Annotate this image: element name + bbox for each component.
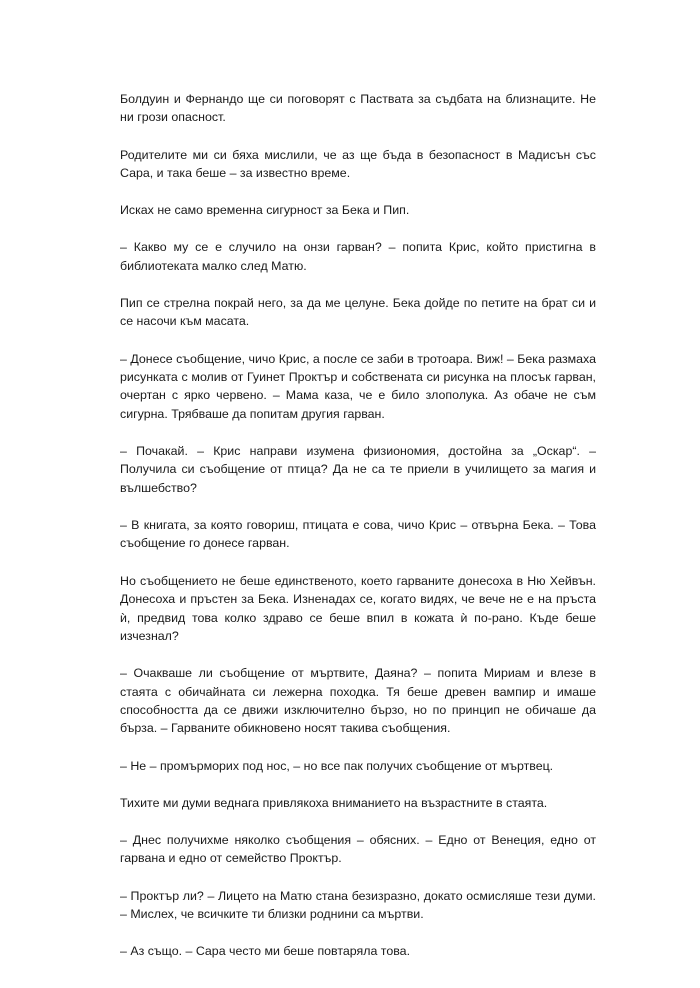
text-body xyxy=(120,90,596,979)
paragraph-14: – Проктър ли? – Лицето на Матю стана безизразно, докато осмисляше тези думи. – Мислех, че всичките ти близки роднини са мъртви. xyxy=(120,888,596,921)
paragraph-11: – Не – промърморих под нос, – но все пак получих съобщение от мъртвец. xyxy=(120,758,554,773)
paragraph-15: – Аз също. – Сара често ми беше повтаряла това. xyxy=(120,944,411,959)
paragraph-1: Болдуин и Фернандо ще си поговорят с Паствата за съдбата на близнаците. Не ни грози опасност. xyxy=(120,92,596,125)
paragraph-6: – Донесе съобщение, чичо Крис, а после се заби в тротоара. Виж! – Бека размаха рисунката с молив от Гуинет Проктър и собствената си рисунка на плосък гарван, очертан с ярко червено. – Мама каза, че е било злополука. Аз обаче не съм сигурна. Трябваше да попитам другия гарван. xyxy=(120,351,596,421)
paragraph-9: Но съобщението не беше единственото, което гарваните донесоха в Ню Хейвън. Донесоха и пръстен за Бека. Изненадах се, когато видях, че вече не е на пръста ѝ, предвид това колко здраво се беше впил в кожата ѝ по-рано. Къде беше изчезнал? xyxy=(120,573,596,643)
paragraph-2: Родителите ми си бяха мислили, че аз ще бъда в безопасност в Мадисън със Сара, и така беше – за известно време. xyxy=(120,147,596,181)
paragraph-3: Исках не само временна сигурност за Бека и Пип. xyxy=(120,203,410,218)
paragraph-4: – Какво му се е случило на онзи гарван? – попита Крис, който пристигна в библиотеката малко след Матю. xyxy=(120,240,596,273)
paragraph-12: Тихите ми думи веднага привлякоха вниманието на възрастните в стаята. xyxy=(120,795,548,810)
paragraph-10: – Очакваше ли съобщение от мъртвите, Даяна? – попита Мириам и влезе в стаята с обичайната си лежерна походка. Тя беше древен вампир и имаше способността да се движи изключително бързо, но по принцип не обичаше да бърза. – Гарваните обикновено носят такива съобщения. xyxy=(120,666,596,736)
paragraph-5: Пип се стрелна покрай него, за да ме целуне. Бека дойде по петите на брат си и се насочи към масата. xyxy=(120,296,596,329)
paragraph-13: – Днес получихме няколко съобщения – обясних. – Едно от Венеция, едно от гарвана и едно от семейство Проктър. xyxy=(120,832,596,866)
paragraph-8: – В книгата, за която говориш, птицата е сова, чичо Крис – отвърна Бека. – Това съобщение го донесе гарван. xyxy=(120,518,596,551)
paragraph-7: – Почакай. – Крис направи изумена физиономия, достойна за „Оскар“. – Получила си съобщение от птица? Да не са те приели в училището за магия и вълшебство? xyxy=(120,444,596,495)
